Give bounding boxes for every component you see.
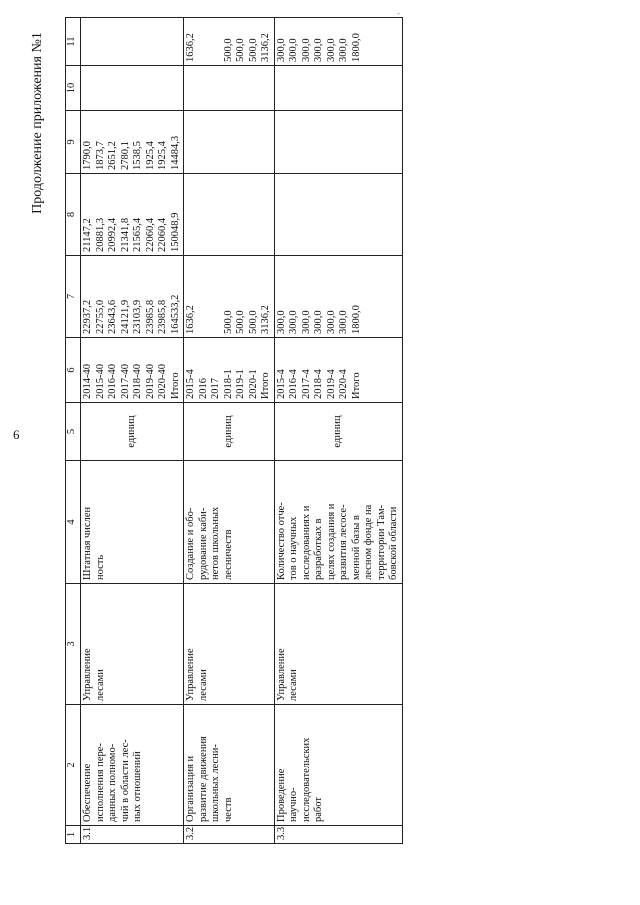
funding-total-line: 300,0 <box>288 310 299 334</box>
funding-other-line <box>107 21 120 62</box>
table-body <box>81 18 403 844</box>
indicator-line: нетов школьных <box>210 506 221 580</box>
indicator-line: исследованиях и <box>300 505 312 580</box>
funding-local-line <box>301 69 314 107</box>
funding-total-line: 500,0 <box>235 310 246 334</box>
measure-name-line: чий в области лес- <box>119 739 131 822</box>
funding-federal-line: 20992,4 <box>107 217 118 252</box>
funding-regional-line <box>276 114 289 170</box>
program-table <box>65 17 403 844</box>
executor-line: лесами <box>94 669 106 701</box>
indicator-line: менной базы в <box>350 515 362 580</box>
funding-local-line <box>235 69 248 107</box>
executor-line: Управление <box>82 648 93 701</box>
header-col-8: 8 <box>66 174 81 256</box>
year-value-line: 2015-40 <box>94 364 106 399</box>
year-value-line: 2019-40 <box>144 364 156 399</box>
indicator-line: ность <box>94 554 106 580</box>
funding-federal-line: 21147,2 <box>82 218 93 252</box>
funding-local-line <box>260 69 273 107</box>
year-value-line: 2020-40 <box>157 364 168 399</box>
header-col-3: 3 <box>66 584 81 705</box>
funding-total-line: 300,0 <box>313 310 324 334</box>
funding-federal-line: 21341,8 <box>119 217 131 252</box>
measure-name-line: Организация и <box>185 755 196 822</box>
header-col-6: 6 <box>66 338 81 403</box>
header-row <box>66 18 81 844</box>
indicator-line: Количество отче- <box>275 502 287 580</box>
year-value <box>184 338 275 403</box>
funding-other <box>184 18 275 66</box>
year-value <box>81 338 184 403</box>
funding-local <box>274 66 402 111</box>
table-rotation-frame <box>65 18 598 844</box>
year-value-line: 2019-4 <box>325 369 337 399</box>
year-value-line: 2016-40 <box>107 364 118 399</box>
appendix-title <box>28 20 48 225</box>
year-value-line: Итого <box>350 372 362 399</box>
funding-other-line <box>157 21 170 62</box>
funding-regional-line <box>301 114 314 170</box>
funding-regional-line: 1925,4 <box>144 141 156 170</box>
funding-federal-line <box>260 177 273 252</box>
executor-line: лесами <box>288 669 299 701</box>
indicator-line: развития лесосе- <box>338 504 349 580</box>
funding-local-line <box>145 69 158 107</box>
funding-federal-line <box>276 177 289 252</box>
funding-federal-line <box>351 177 364 252</box>
funding-total-line: 22755,0 <box>94 299 106 334</box>
funding-local-line <box>132 69 145 107</box>
funding-federal <box>81 174 184 256</box>
rotated-table-wrapper <box>65 18 598 844</box>
funding-local-line <box>198 69 211 107</box>
measure-name <box>274 705 402 826</box>
funding-federal-line <box>248 177 261 252</box>
funding-local-line <box>326 69 339 107</box>
funding-other <box>81 18 184 66</box>
funding-local-line <box>82 69 95 107</box>
funding-federal-line <box>210 177 223 252</box>
funding-total-line: 300,0 <box>275 310 287 334</box>
funding-federal-line <box>288 177 301 252</box>
funding-federal-line <box>338 177 351 252</box>
row-number: 3.1. <box>81 826 184 844</box>
funding-other-line: 3136,2 <box>260 33 271 62</box>
funding-regional-line <box>288 114 301 170</box>
table-row <box>184 18 275 844</box>
year-value <box>274 338 402 403</box>
year-value-line: 2018-40 <box>132 364 143 399</box>
funding-federal-line: 150048,9 <box>169 212 181 252</box>
funding-total-line: 300,0 <box>325 310 337 334</box>
funding-other-line: 300,0 <box>325 38 337 62</box>
funding-other-line: 300,0 <box>313 38 324 62</box>
table-row <box>81 18 184 844</box>
funding-regional-line: 2780,1 <box>119 141 131 170</box>
funding-regional-line: 14484,3 <box>169 135 181 170</box>
year-value-line: 2017-4 <box>300 369 312 399</box>
header-col-2: 2 <box>66 705 81 826</box>
funding-total-line: 500,0 <box>222 310 234 334</box>
unit: единиц <box>274 403 402 461</box>
year-value-line: 2015-4 <box>185 369 196 399</box>
indicator-line: тов о научных <box>288 516 299 580</box>
funding-regional-line <box>313 114 326 170</box>
funding-federal-line <box>223 177 236 252</box>
funding-other-line: 1800,0 <box>350 33 362 62</box>
indicator-line: Штатная числен <box>82 506 93 580</box>
funding-federal-line <box>185 177 198 252</box>
funding-regional-line <box>248 114 261 170</box>
year-value-line: 2020-4 <box>338 369 349 399</box>
indicator-line: целях создания и <box>325 503 337 580</box>
measure-name-line: исследовательских <box>300 737 312 822</box>
measure-name-line: работ <box>313 797 324 822</box>
year-value-line: 2019-1 <box>235 369 246 399</box>
funding-local-line <box>276 69 289 107</box>
funding-regional-line <box>351 114 364 170</box>
measure-name-line: Проведение <box>275 768 287 822</box>
year-value-line: Итого <box>169 372 181 399</box>
funding-local-line <box>185 69 198 107</box>
funding-other-line: 500,0 <box>222 38 234 62</box>
year-value-line: 2017 <box>210 378 221 399</box>
year-value-line: 2014-40 <box>82 364 93 399</box>
year-value-line: Итого <box>260 372 271 399</box>
measure-name-line: школьных лесни- <box>210 744 221 822</box>
scan-mark: - <box>397 8 400 18</box>
funding-total-line: 23985,8 <box>144 299 156 334</box>
funding-total-line: 1636,2 <box>185 305 196 334</box>
funding-regional-line <box>326 114 339 170</box>
funding-local-line <box>170 69 183 107</box>
funding-other-line <box>132 21 145 62</box>
measure-name-line: развитие движения <box>197 736 209 822</box>
funding-federal <box>184 174 275 256</box>
funding-total-line: 24121,9 <box>119 299 131 334</box>
funding-regional-line <box>198 114 211 170</box>
funding-total-line: 300,0 <box>338 310 349 334</box>
page-number: 6 <box>13 427 20 442</box>
funding-other-line: 1636,2 <box>185 33 196 62</box>
funding-total <box>184 256 275 338</box>
indicator-line: разработках в <box>313 518 324 580</box>
funding-other-line: 300,0 <box>275 38 287 62</box>
funding-regional-line: 2651,2 <box>107 141 118 170</box>
funding-other-line: 300,0 <box>300 38 312 62</box>
funding-regional-line: 1925,4 <box>157 141 168 170</box>
year-value-line: 2016 <box>197 378 209 399</box>
funding-local-line <box>223 69 236 107</box>
funding-total-line: 23103,9 <box>132 299 143 334</box>
funding-federal-line: 21565,4 <box>132 217 143 252</box>
year-value-line: 2020-1 <box>247 369 259 399</box>
header-col-11: 11 <box>66 18 81 66</box>
funding-total-line: 300,0 <box>300 310 312 334</box>
funding-local-line <box>107 69 120 107</box>
funding-federal-line <box>198 177 211 252</box>
row-number: 3.3. <box>274 826 402 844</box>
funding-regional-line <box>338 114 351 170</box>
funding-local-line <box>248 69 261 107</box>
measure-name-line: Обеспечение <box>82 763 93 822</box>
funding-regional <box>81 111 184 174</box>
year-value-line: 2018-1 <box>222 369 234 399</box>
measure-name <box>81 705 184 826</box>
funding-local-line <box>338 69 351 107</box>
indicator-line: лесном фонде на <box>363 504 374 580</box>
executor-line: Управление <box>185 648 196 701</box>
funding-local <box>81 66 184 111</box>
measure-name-line: данных полномо- <box>107 743 118 822</box>
funding-regional-line: 1873,7 <box>94 141 106 170</box>
header-col-1: 1 <box>66 826 81 844</box>
unit: единиц <box>184 403 275 461</box>
funding-total <box>274 256 402 338</box>
funding-local-line <box>313 69 326 107</box>
year-value-line: 2017-40 <box>119 364 131 399</box>
funding-federal <box>274 174 402 256</box>
funding-federal-line <box>326 177 339 252</box>
funding-other-line: 300,0 <box>288 38 299 62</box>
funding-regional <box>184 111 275 174</box>
funding-regional-line <box>210 114 223 170</box>
header-col-4: 4 <box>66 461 81 584</box>
funding-other <box>274 18 402 66</box>
header-col-7: 7 <box>66 256 81 338</box>
indicator-line: Создание и обо- <box>185 507 196 580</box>
indicator <box>81 461 184 584</box>
funding-local-line <box>351 69 364 107</box>
appendix-title-text: Продолжение приложения №1 <box>30 31 45 214</box>
row-number: 3.2. <box>184 826 275 844</box>
funding-other-line <box>198 21 211 62</box>
executor <box>184 584 275 705</box>
indicator <box>184 461 275 584</box>
funding-other-line <box>210 21 223 62</box>
funding-regional-line: 1538,5 <box>132 141 143 170</box>
funding-regional-line <box>223 114 236 170</box>
header-col-9: 9 <box>66 111 81 174</box>
year-value-line: 2018-4 <box>313 369 324 399</box>
funding-other-line <box>170 21 183 62</box>
funding-local <box>184 66 275 111</box>
funding-other-line <box>82 21 95 62</box>
funding-total-line: 23643,6 <box>107 299 118 334</box>
measure-name-line: честв <box>222 797 234 822</box>
funding-federal-line: 20881,3 <box>94 217 106 252</box>
funding-regional <box>274 111 402 174</box>
indicator-line: бовской области <box>388 506 399 580</box>
year-value-line: 2016-4 <box>288 369 299 399</box>
funding-local-line <box>157 69 170 107</box>
funding-federal-line: 22060,4 <box>157 217 168 252</box>
funding-other-line: 300,0 <box>338 38 349 62</box>
indicator-line: территории Там- <box>375 504 387 580</box>
funding-other-line <box>120 21 133 62</box>
funding-other-line: 500,0 <box>235 38 246 62</box>
funding-total <box>81 256 184 338</box>
unit: единиц <box>81 403 184 461</box>
funding-regional-line <box>235 114 248 170</box>
funding-federal-line <box>235 177 248 252</box>
funding-total-line: 22937,2 <box>82 299 93 334</box>
funding-local-line <box>288 69 301 107</box>
indicator <box>274 461 402 584</box>
measure-name-line: исполнения пере- <box>94 743 106 822</box>
funding-total-line: 500,0 <box>247 310 259 334</box>
executor <box>274 584 402 705</box>
funding-total-line: 1800,0 <box>350 305 362 334</box>
header-col-10: 10 <box>66 66 81 111</box>
indicator-line: лесничеств <box>222 529 234 580</box>
funding-total-line <box>198 259 211 334</box>
funding-local-line <box>210 69 223 107</box>
funding-federal-line <box>301 177 314 252</box>
year-value-line: 2015-4 <box>275 369 287 399</box>
funding-regional-line <box>260 114 273 170</box>
funding-federal-line <box>313 177 326 252</box>
funding-total-line: 23985,8 <box>157 299 168 334</box>
funding-total-line: 164533,2 <box>169 294 181 334</box>
funding-local-line <box>120 69 133 107</box>
funding-total-line: 3136,2 <box>260 305 271 334</box>
funding-regional-line: 1790,0 <box>82 141 93 170</box>
measure-name-line: ных отношений <box>132 751 143 822</box>
funding-total-line <box>210 259 223 334</box>
funding-other-line <box>145 21 158 62</box>
header-col-5: 5 <box>66 403 81 461</box>
executor-line: лесами <box>197 669 209 701</box>
funding-other-line <box>95 21 108 62</box>
executor <box>81 584 184 705</box>
funding-federal-line: 22060,4 <box>144 217 156 252</box>
measure-name <box>184 705 275 826</box>
funding-local-line <box>95 69 108 107</box>
executor-line: Управление <box>275 648 287 701</box>
funding-other-line: 500,0 <box>247 38 259 62</box>
indicator-line: рудование каби- <box>197 507 209 580</box>
measure-name-line: научно- <box>288 787 299 822</box>
table-row <box>274 18 402 844</box>
funding-regional-line <box>185 114 198 170</box>
